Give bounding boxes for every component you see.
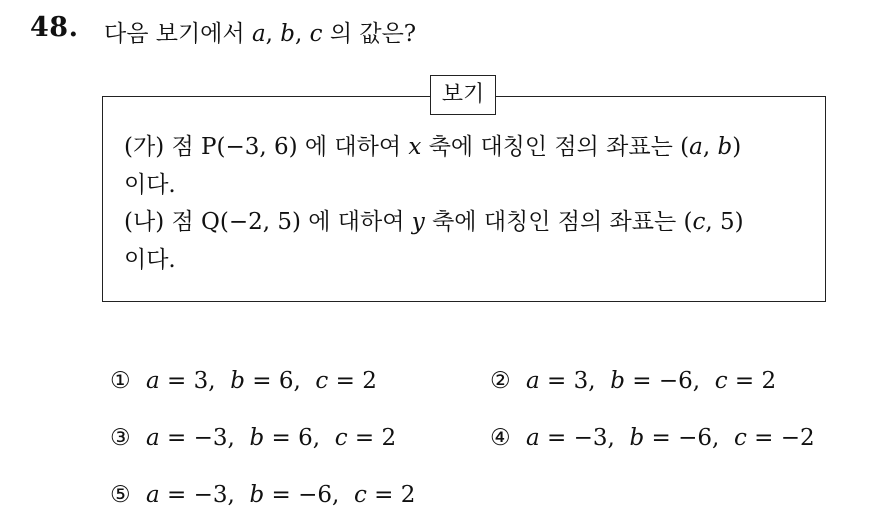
condition-na-line2: 이다. <box>124 247 176 273</box>
coordinate-variable: a <box>689 134 703 160</box>
choice-a-value: 3 <box>193 368 209 394</box>
choice-marker: ① <box>110 368 131 394</box>
condition-ga-line2: 이다. <box>124 172 176 198</box>
choice-marker: ⑤ <box>110 482 131 508</box>
choice-b-value: −6 <box>298 482 333 508</box>
choice-c-value: 2 <box>362 368 377 394</box>
choice-c-value: −2 <box>780 425 815 451</box>
choice-marker: ④ <box>490 425 511 451</box>
choice-4[interactable]: ④ a = −3, b = −6, c = −2 <box>490 425 815 451</box>
choice-3[interactable]: ③ a = −3, b = 6, c = 2 <box>110 425 397 451</box>
condition-text: 축에 대칭인 점의 좌표는 ( <box>428 134 690 160</box>
choice-a-value: 3 <box>573 368 589 394</box>
coordinate-close: ) <box>732 134 742 160</box>
condition-text: (가) 점 P(−3, 6) 에 대하여 <box>124 134 402 160</box>
coordinate-separator: , <box>705 209 713 235</box>
condition-na-line1 <box>124 203 744 236</box>
choice-5[interactable]: ⑤ a = −3, b = −6, c = 2 <box>110 482 416 508</box>
coordinate-variable: c <box>692 209 706 235</box>
coordinate-value: 5 <box>720 209 735 235</box>
variable-a: a <box>251 21 266 47</box>
choice-c-value: 2 <box>381 425 397 451</box>
choice-a-value: −3 <box>573 425 608 451</box>
axis-variable: x <box>408 134 422 160</box>
choice-a-value: −3 <box>193 425 228 451</box>
variable-b: b <box>280 21 296 47</box>
condition-text: 축에 대칭인 점의 좌표는 ( <box>432 209 693 235</box>
choice-a-value: −3 <box>193 482 228 508</box>
variable-c: c <box>309 21 323 47</box>
axis-variable: y <box>411 209 425 235</box>
question-stem <box>104 15 416 48</box>
choice-b-value: 6 <box>278 368 294 394</box>
coordinate-close: ) <box>734 209 744 235</box>
choice-b-value: −6 <box>678 425 713 451</box>
choice-2[interactable]: ② a = 3, b = −6, c = 2 <box>490 368 777 394</box>
coordinate-separator: , <box>702 134 711 160</box>
choice-marker: ② <box>490 368 511 394</box>
condition-text: (나) 점 Q(−2, 5) 에 대하여 <box>124 209 405 235</box>
choice-c-value: 2 <box>400 482 416 508</box>
condition-ga-line1 <box>124 128 741 161</box>
stem-prefix: 다음 보기에서 <box>104 21 245 47</box>
coordinate-variable: b <box>717 134 733 160</box>
stem-separator: , <box>295 21 303 47</box>
bogi-box <box>102 96 826 302</box>
stem-separator: , <box>265 21 273 47</box>
choice-c-value: 2 <box>761 368 777 394</box>
choice-marker: ③ <box>110 425 131 451</box>
choice-b-value: −6 <box>658 368 693 394</box>
stem-suffix: 의 값은? <box>329 21 417 47</box>
choice-b-value: 6 <box>298 425 313 451</box>
question-number: 48. <box>30 12 79 43</box>
choice-1[interactable]: ① a = 3, b = 6, c = 2 <box>110 368 377 394</box>
bogi-label: 보기 <box>430 75 496 115</box>
